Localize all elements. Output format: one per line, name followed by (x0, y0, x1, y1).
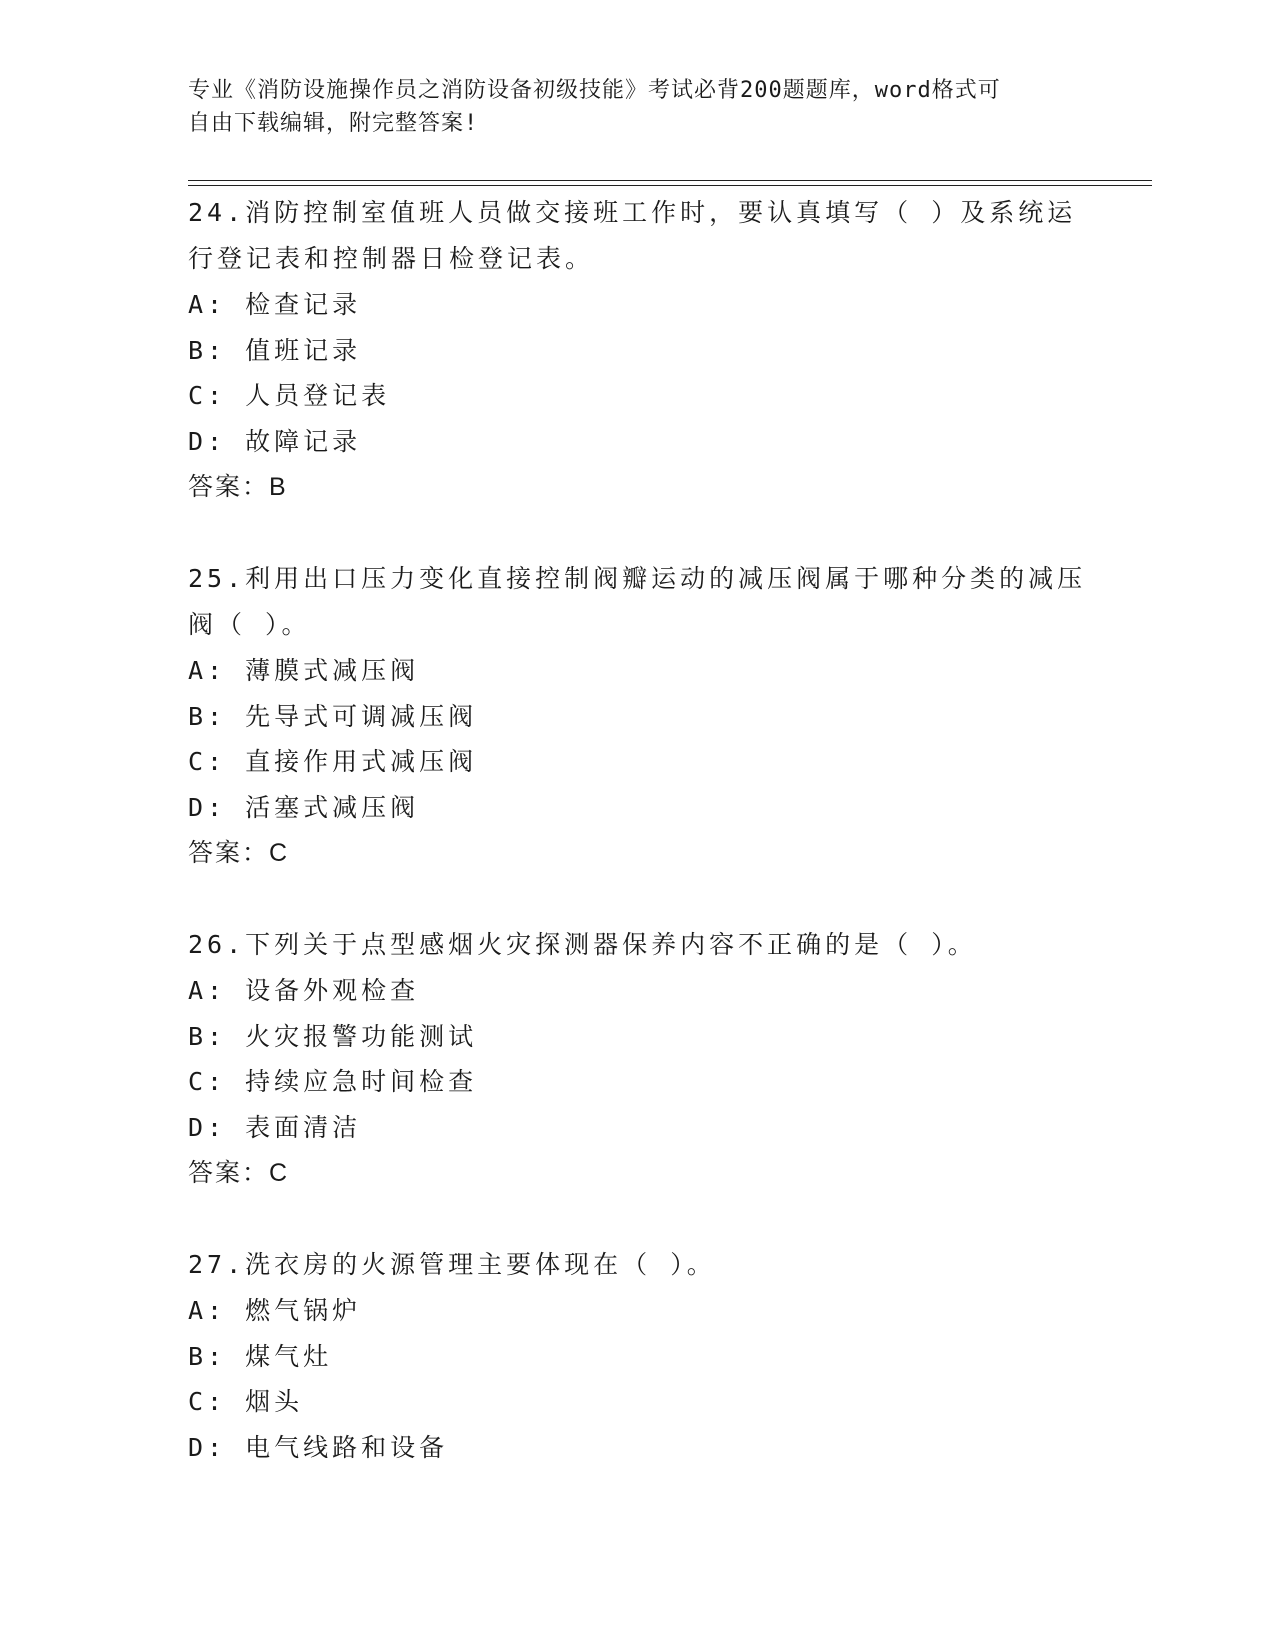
stem-line: 行登记表和控制器日检登记表。 (188, 244, 595, 273)
option-a: A: 燃气锅炉 (188, 1296, 362, 1325)
option-a: A: 薄膜式减压阀 (188, 656, 420, 685)
question-25 (188, 556, 1088, 876)
option-c: C: 人员登记表 (188, 381, 391, 410)
question-stem (188, 556, 1088, 648)
question-27 (188, 1242, 1088, 1470)
option-c: C: 持续应急时间检查 (188, 1067, 478, 1096)
question-spacer (188, 1196, 1088, 1242)
option-d: D: 故障记录 (188, 426, 362, 456)
stem-line: 26.下列关于点型感烟火灾探测器保养内容不正确的是（ ）。 (188, 930, 977, 959)
option-b: B: 煤气灶 (188, 1341, 333, 1371)
stem-line: 25.利用出口压力变化直接控制阀瓣运动的减压阀属于哪种分类的减压 (188, 564, 1087, 593)
header-line-2: 自由下载编辑，附完整答案! (188, 111, 479, 136)
answer-line: 答案：C (188, 839, 290, 867)
option-b: B: 火灾报警功能测试 (188, 1021, 478, 1051)
option-c: C: 直接作用式减压阀 (188, 747, 478, 776)
question-26 (188, 922, 1088, 1196)
question-spacer (188, 876, 1088, 922)
question-list (188, 190, 1088, 1470)
option-d: D: 电气线路和设备 (188, 1432, 449, 1462)
question-stem (188, 190, 1088, 282)
option-b: B: 先导式可调减压阀 (188, 701, 478, 731)
question-stem (188, 922, 1088, 968)
option-c: C: 烟头 (188, 1387, 304, 1416)
question-spacer (188, 510, 1088, 556)
question-24 (188, 190, 1088, 510)
header-line-1: 专业《消防设施操作员之消防设备初级技能》考试必背200题题库，word格式可 (188, 78, 1001, 103)
stem-line: 阀（ ）。 (188, 610, 311, 639)
document-header (188, 74, 1068, 140)
stem-line: 24.消防控制室值班人员做交接班工作时，要认真填写（ ）及系统运 (188, 198, 1077, 227)
answer-line: 答案：B (188, 473, 288, 501)
option-a: A: 设备外观检查 (188, 976, 420, 1005)
header-divider-top (188, 180, 1152, 181)
option-d: D: 表面清洁 (188, 1112, 362, 1142)
option-b: B: 值班记录 (188, 335, 362, 365)
question-stem (188, 1242, 1088, 1288)
answer-line: 答案：C (188, 1159, 290, 1187)
header-divider-bottom (188, 185, 1152, 186)
option-a: A: 检查记录 (188, 290, 362, 319)
option-d: D: 活塞式减压阀 (188, 792, 420, 822)
stem-line: 27.洗衣房的火源管理主要体现在（ ）。 (188, 1250, 716, 1279)
